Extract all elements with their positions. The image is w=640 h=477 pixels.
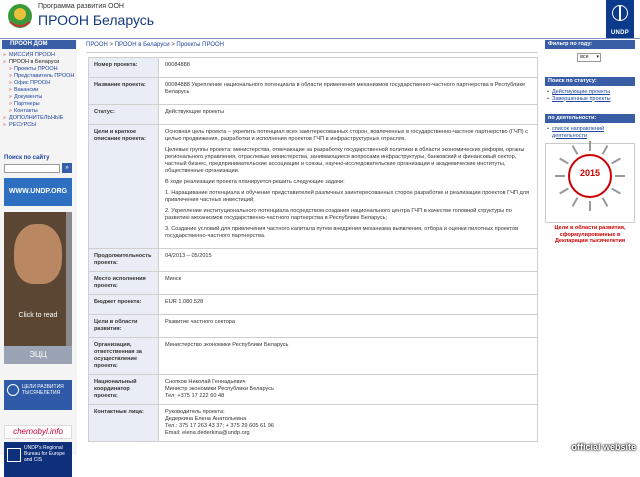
field-value-line: Министр экономики Республики Беларусь: [165, 386, 275, 392]
field-value-line: Email: elena.dederkina@undp.org: [165, 430, 250, 436]
header-subtitle: Программа развития ООН: [38, 3, 124, 10]
field-label: Цели и краткое описание проекта:: [89, 125, 159, 249]
project-row: [89, 105, 538, 125]
field-value-line: 00084888: [165, 62, 190, 68]
field-value-line: Действующие проекты: [165, 109, 225, 115]
project-row: [89, 375, 538, 405]
field-value: [159, 405, 538, 442]
field-value: [159, 315, 538, 338]
nav-item-additional[interactable]: » ДОПОЛНИТЕЛЬНЫЕ: [2, 115, 76, 122]
field-label: Продолжительность проекта:: [89, 249, 159, 272]
un-emblem-icon: [7, 384, 19, 396]
project-details-table: [88, 57, 538, 442]
field-label: Название проекта:: [89, 78, 159, 105]
ray-decoration: [589, 201, 591, 211]
field-value-line: Тел: +375 17 222 60 48: [165, 393, 225, 399]
field-label: Организация, ответственная за осуществление проекта:: [89, 338, 159, 375]
ray-decoration: [615, 175, 625, 177]
field-value: [159, 249, 538, 272]
state-emblem-icon: [6, 2, 34, 30]
breadcrumb-link[interactable]: ПРООН: [86, 42, 108, 48]
mdg-banner[interactable]: ЦЕЛИ РАЗВИТИЯ ТЫСЯЧЕЛЕТИЯ: [4, 380, 72, 410]
field-value-line: 1. Наращивание потенциала и обучение представителей различных заинтересованных сторон разработке и реализации проектов ГЧП для привлечения частных инвестиций;: [165, 190, 530, 203]
chernobyl-banner[interactable]: chernobyl.info: [4, 425, 72, 439]
undp-logo[interactable]: UNDP: [606, 0, 634, 38]
mdg-year: 2015: [579, 168, 601, 178]
ray-decoration: [611, 158, 621, 165]
nav-item-partners[interactable]: » Партнеры: [2, 101, 76, 108]
ray-decoration: [572, 197, 579, 207]
ray-decoration: [602, 145, 609, 155]
project-row: [89, 125, 538, 249]
status-link-active[interactable]: • Действующие проекты: [545, 89, 640, 96]
breadcrumb-link[interactable]: ПРООН в Беларуси: [114, 42, 170, 48]
breadcrumb-link[interactable]: Проекты ПРООН: [176, 42, 224, 48]
breadcrumb: ПРООН > ПРООН в Беларуси > Проекты ПРООН: [86, 42, 224, 48]
watermark: official website: [571, 442, 636, 452]
breadcrumb-divider: [86, 52, 538, 53]
video-thumbnail: [14, 224, 62, 284]
field-value: [159, 338, 538, 375]
search-button[interactable]: »: [62, 163, 72, 173]
field-value: [159, 272, 538, 295]
field-label: Статус:: [89, 105, 159, 125]
status-filter-title: Поиск по статусу:: [545, 77, 635, 86]
nav-list: [2, 52, 76, 129]
field-value-line: 04/2013 – 05/2015: [165, 253, 212, 259]
un-globe-icon: [612, 5, 628, 21]
status-link-completed[interactable]: • Завершенные проекты: [545, 96, 640, 103]
project-row: [89, 295, 538, 315]
field-value-line: В ходе реализации проекта планируется решить следующие задачи:: [165, 179, 345, 185]
field-value: [159, 295, 538, 315]
header-divider: [0, 38, 640, 39]
field-value-line: Руководитель проекта:: [165, 409, 225, 415]
nav-item-mission[interactable]: » МИССИЯ ПРООН: [2, 52, 76, 59]
field-label: Место исполнения проекта:: [89, 272, 159, 295]
nav-home[interactable]: ПРООН ДОМ: [2, 40, 76, 49]
year-filter-title: Фильтр по году:: [545, 40, 635, 49]
site-header: [0, 0, 640, 38]
activity-filter-title: по деятельности:: [545, 114, 635, 123]
field-label: Национальный координатор проекта:: [89, 375, 159, 405]
search-label: Поиск по сайту: [4, 155, 50, 161]
ray-decoration: [572, 145, 579, 155]
field-value-line: Развитие частного сектора: [165, 319, 236, 325]
project-row: [89, 272, 538, 295]
field-label: Бюджет проекта:: [89, 295, 159, 315]
field-value: [159, 78, 538, 105]
nav-item-resources[interactable]: » РЕСУРСЫ: [2, 122, 76, 129]
project-row: [89, 338, 538, 375]
mdg-caption[interactable]: Цели в области развития, сформулированные в Декларации тысячелетия: [554, 225, 626, 244]
video-widget[interactable]: [4, 212, 72, 364]
field-value-line: EUR 1.080.528: [165, 299, 204, 305]
ray-decoration: [611, 188, 621, 195]
search-input[interactable]: [4, 164, 60, 173]
field-value-line: 00084888 Укрепление национального потенциала в области применения механизмов государственно-частного партнерства в Республике Беларусь: [165, 82, 526, 95]
mdg-2015-widget[interactable]: [545, 143, 635, 223]
field-value-line: Дедеркина Елена Анатольевна: [165, 416, 247, 422]
regional-bureau-banner[interactable]: UNDP's Regional Bureau for Europe and CIS: [4, 442, 72, 477]
field-value: [159, 375, 538, 405]
video-click-label[interactable]: Click to read: [18, 312, 58, 319]
field-value-line: Снопков Николай Геннадьевич: [165, 379, 246, 385]
nav-item-representative[interactable]: » Представитель ПРООН: [2, 73, 76, 80]
field-value-line: Минск: [165, 276, 182, 282]
nav-item-vacancies[interactable]: » Вакансии: [2, 87, 76, 94]
project-row: [89, 78, 538, 105]
field-value-line: Министерство экономики Республики Беларусь: [165, 342, 289, 348]
ray-decoration: [559, 158, 569, 165]
ray-decoration: [555, 175, 565, 177]
field-label: Цели в области развития:: [89, 315, 159, 338]
ray-decoration: [589, 141, 591, 151]
field-value-line: 3. Создание условий для привлечения частного капитала путем внедрения механизма выявления, отбора и оценки пилотных проектов государственно-частного партнерства.: [165, 226, 519, 239]
video-caption: ЭЦЦ: [4, 346, 72, 364]
ray-decoration: [602, 197, 609, 207]
field-value-line: Тел.: 375 17 263 43 37; + 375 29 605 61 96: [165, 423, 274, 429]
field-label: Контактные лица:: [89, 405, 159, 442]
field-value-line: 2. Укрепление институционального потенциала посредством создания национального центра ГЧП в качестве головной структуры по развитию механизмов государственно-частного партнерства в Республике Беларусь;: [165, 208, 512, 221]
undp-org-banner[interactable]: WWW.UNDP.ORG: [4, 178, 72, 206]
field-value-line: Целевые группы проекта: министерства, отвечающие за разработку государственной политики в области экономических реформ, органы регионального управления, отраслевые министерства, занимающиеся вопросами инфраструктуры, банковский и финансовый сектор, частный бизнес, предпринимательские ассоциации и союзы, научно-исследовательские организации и академические институты, общественные организации.: [165, 147, 525, 174]
field-value-line: Основная цель проекта – укрепить потенциал всех заинтересованных сторон, вовлеченных в государственно-частное партнерство (ГЧП) с целью продвижения, разработки и исполнения проектов ГЧП в инфраструктурных отраслях.: [165, 129, 529, 142]
field-label: Номер проекта:: [89, 58, 159, 78]
nav-item-projects[interactable]: » Проекты ПРООН: [2, 66, 76, 73]
project-row: [89, 315, 538, 338]
nav-item-undp-belarus[interactable]: » ПРООН в Беларуси: [2, 59, 76, 66]
project-row: [89, 249, 538, 272]
year-select[interactable]: все ▾: [577, 53, 601, 62]
site-title[interactable]: ПРООН Беларусь: [38, 12, 155, 28]
right-sidebar: [545, 40, 640, 455]
ray-decoration: [559, 188, 569, 195]
nav-item-contacts[interactable]: » Контакты: [2, 108, 76, 115]
activity-link[interactable]: • список направлений деятельности: [545, 126, 640, 139]
field-value: [159, 105, 538, 125]
project-row: [89, 405, 538, 442]
nav-item-documents[interactable]: » Документы: [2, 94, 76, 101]
undp-mini-logo-icon: [7, 448, 21, 462]
nav-item-office[interactable]: » Офис ПРООН: [2, 80, 76, 87]
video-scrollbar[interactable]: [66, 212, 72, 364]
field-value: [159, 58, 538, 78]
left-sidebar: [0, 40, 77, 463]
field-value: [159, 125, 538, 249]
project-row: [89, 58, 538, 78]
